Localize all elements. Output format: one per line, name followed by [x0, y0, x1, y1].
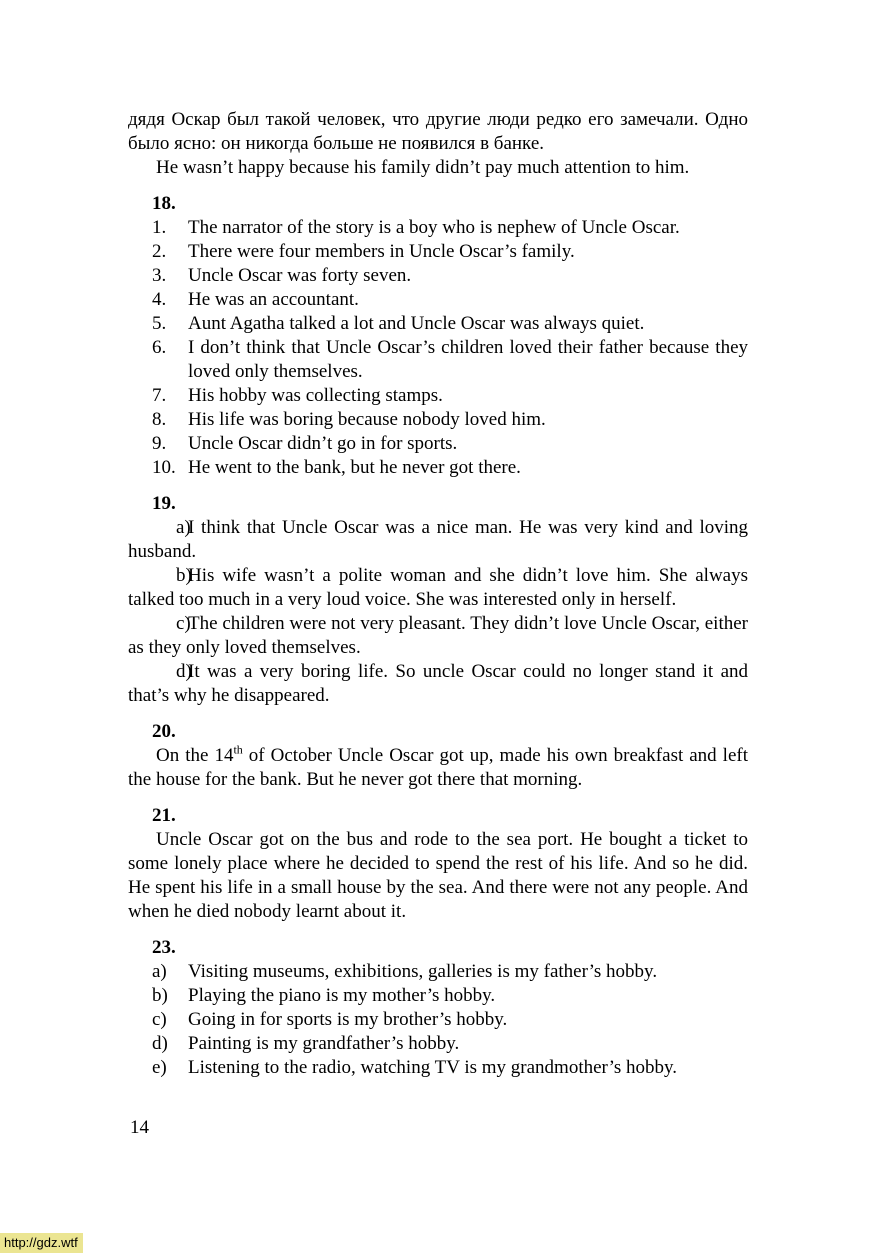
- list-item-text: He went to the bank, but he never got there.: [188, 457, 521, 478]
- answer-label: a): [176, 517, 191, 538]
- list-item-text: Painting is my grandfather’s hobby.: [188, 1033, 460, 1054]
- list-item-text: His life was boring because nobody loved him.: [188, 409, 546, 430]
- answer-paragraph: [128, 744, 748, 792]
- answer-text: I think that Uncle Oscar was a nice man. He was very kind and loving husband.: [128, 517, 748, 562]
- list-item-label: e): [152, 1057, 167, 1078]
- list-item-number: 9.: [152, 433, 167, 454]
- list-item: [128, 456, 748, 480]
- list-item-text: There were four members in Uncle Oscar’s family.: [188, 241, 575, 262]
- list-item-number: 10.: [152, 457, 176, 478]
- list-item: [128, 960, 748, 984]
- answer-text: His wife wasn’t a polite woman and she didn’t love him. She always talked too much in a very loud voice. She was interested only in herself.: [128, 565, 748, 610]
- list-item-number: 5.: [152, 313, 167, 334]
- list-item-text: Aunt Agatha talked a lot and Uncle Oscar was always quiet.: [188, 313, 645, 334]
- list-item: [128, 384, 748, 408]
- answer-paragraph: [128, 660, 748, 708]
- list-item-text: His hobby was collecting stamps.: [188, 385, 443, 406]
- list-item-label: b): [152, 985, 168, 1006]
- list-item-number: 3.: [152, 265, 167, 286]
- list-item: [128, 1032, 748, 1056]
- answer-paragraph: [128, 516, 748, 564]
- answer-label: d): [176, 661, 192, 682]
- answer-text: The children were not very pleasant. They didn’t love Uncle Oscar, either as they only loved themselves.: [128, 613, 748, 658]
- intro-english-paragraph: He wasn’t happy because his family didn’t pay much attention to him.: [156, 157, 690, 178]
- answer-text: It was a very boring life. So uncle Oscar could no longer stand it and that’s why he disappeared.: [128, 661, 748, 706]
- list-item: [128, 1056, 748, 1080]
- section-18-heading: 18.: [152, 193, 176, 214]
- answer-text: of October Uncle Oscar got up, made his own breakfast and left the house for the bank. But he never got there that morning.: [128, 745, 749, 790]
- list-item: [128, 240, 748, 264]
- answer-label: c): [176, 613, 191, 634]
- answer-paragraph: Uncle Oscar got on the bus and rode to the sea port. He bought a ticket to some lonely place where he decided to spend the rest of his life. And so he did. He spent his life in a small house by the sea. And there were not any people. And when he died nobody learnt about it.: [128, 829, 748, 922]
- list-item-number: 7.: [152, 385, 167, 406]
- list-item: [128, 312, 748, 336]
- section-20-heading: 20.: [152, 721, 176, 742]
- section-19-heading: 19.: [152, 493, 176, 514]
- list-item-text: Listening to the radio, watching TV is my grandmother’s hobby.: [188, 1057, 678, 1078]
- answer-text: On the 14: [156, 745, 234, 766]
- list-item: [128, 984, 748, 1008]
- list-item-text: Playing the piano is my mother’s hobby.: [188, 985, 496, 1006]
- list-item-number: 4.: [152, 289, 167, 310]
- list-item: [128, 408, 748, 432]
- list-item-text: Visiting museums, exhibitions, galleries is my father’s hobby.: [188, 961, 658, 982]
- page-number: 14: [130, 1117, 149, 1138]
- list-item: [128, 336, 748, 384]
- watermark-url: http://gdz.wtf: [0, 1233, 83, 1253]
- list-item-label: c): [152, 1009, 167, 1030]
- list-item: [128, 216, 748, 240]
- list-item-number: 8.: [152, 409, 167, 430]
- list-item: [128, 288, 748, 312]
- answer-paragraph: [128, 612, 748, 660]
- list-item: [128, 264, 748, 288]
- list-item: [128, 1008, 748, 1032]
- list-item-label: a): [152, 961, 167, 982]
- list-item-text: He was an accountant.: [188, 289, 359, 310]
- list-item-text: Uncle Oscar didn’t go in for sports.: [188, 433, 458, 454]
- list-item-text: Uncle Oscar was forty seven.: [188, 265, 412, 286]
- list-item-label: d): [152, 1033, 168, 1054]
- list-item-number: 6.: [152, 337, 167, 358]
- answer-paragraph: [128, 564, 748, 612]
- answer-label: b): [176, 565, 192, 586]
- list-item: [128, 432, 748, 456]
- list-item-number: 1.: [152, 217, 167, 238]
- list-item-text: The narrator of the story is a boy who is nephew of Uncle Oscar.: [188, 217, 680, 238]
- list-item-text: I don’t think that Uncle Oscar’s children loved their father because they loved only themselves.: [188, 337, 748, 382]
- list-item-text: Going in for sports is my brother’s hobby.: [188, 1009, 508, 1030]
- list-item-number: 2.: [152, 241, 167, 262]
- ordinal-superscript: th: [233, 742, 243, 757]
- section-21-heading: 21.: [152, 805, 176, 826]
- intro-russian-paragraph: дядя Оскар был такой человек, что другие люди редко его замечали. Одно было ясно: он никогда больше не появился в банке.: [128, 109, 748, 154]
- section-23-heading: 23.: [152, 937, 176, 958]
